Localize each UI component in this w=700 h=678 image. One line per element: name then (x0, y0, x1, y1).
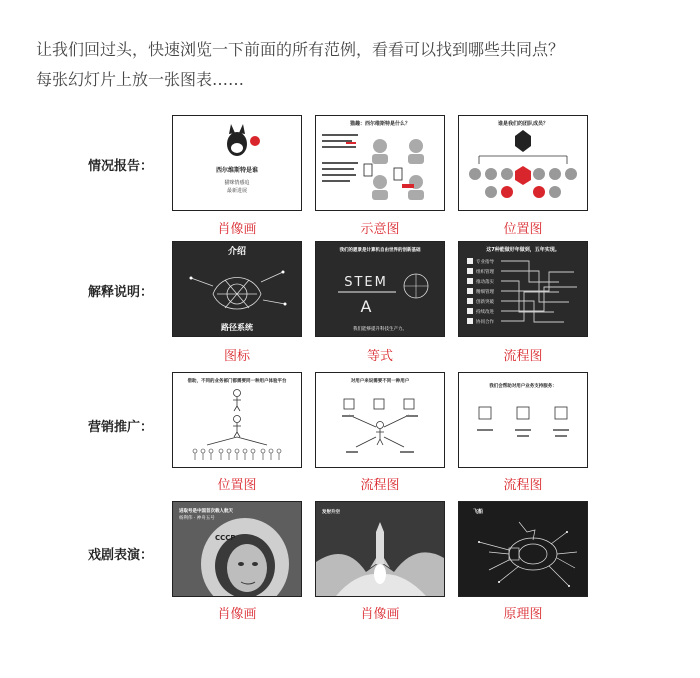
caption-2-2: 等式 (366, 349, 393, 364)
slide-11-title: 发射升空 (322, 510, 340, 515)
slide-5-title: 我们的愿景是计算机自由世界的创新基础 (339, 248, 421, 253)
slide-4-title: 介绍 (227, 247, 247, 257)
slide-portrait-rocket (315, 501, 445, 597)
slide-5-eq-top: STEM (344, 275, 388, 290)
slide-10-cccp: CCCP (215, 534, 236, 542)
slide-schematic-spacecraft (458, 501, 588, 597)
row-label-situation-report: 情况报告： (88, 159, 154, 174)
caption-3-2: 流程图 (360, 478, 400, 493)
slide-3-title: 谁是我们的团队成员？ (497, 121, 549, 127)
slide-flowchart-seven (458, 241, 588, 337)
caption-4-2: 肖像画 (360, 607, 400, 622)
slide-10-sub: 杨利伟 · 神舟五号 (179, 516, 215, 521)
row-label-marketing: 营销推广： (88, 420, 154, 435)
slide-flowchart-support (458, 372, 588, 468)
slide-6-item-5: 创新突破 (476, 300, 494, 305)
intro-line-1: 让我们回过头，快速浏览一下前面的所有范例，看看可以找到哪些共同点？ (36, 40, 565, 59)
caption-4-3: 原理图 (503, 607, 543, 622)
intro-line-2: 每张幻灯片上放一张图表…… (36, 70, 245, 89)
row-label-drama: 戏剧表演： (88, 548, 154, 563)
slide-6-item-1: 专业指导 (476, 260, 494, 265)
slide-6-item-4: 精细管理 (476, 290, 494, 295)
slide-5-footer: 我们能够提升科技生产力。 (353, 327, 407, 332)
caption-1-1: 肖像画 (217, 222, 257, 237)
slide-8-title: 对用户来说需要不同一种用户 (350, 379, 410, 384)
slide-4-sub: 路径系统 (221, 323, 253, 332)
caption-2-3: 流程图 (503, 349, 543, 364)
slide-icon-routes (172, 241, 302, 337)
slide-7-title: 借助，不同的业务部门都需要同一种用户体验平台 (187, 379, 287, 384)
slide-9-title: 我们会帮助对用户业务支持服务： (489, 384, 557, 389)
slide-6-title: 这7种能做好年做到，五年实现。 (486, 247, 560, 253)
slide-12-title: 飞船 (473, 509, 484, 515)
caption-2-1: 图标 (223, 349, 250, 364)
slide-1-title: 西尔维斯特是谁 (215, 167, 259, 174)
slide-1-sub-1: 猫咪情感追 (224, 180, 250, 186)
slide-location-people (172, 372, 302, 468)
slide-schematic (315, 115, 445, 211)
slide-equation-stem (315, 241, 445, 337)
row-label-explanation: 解释说明： (88, 285, 154, 300)
slide-6-item-7: 协同合作 (476, 320, 494, 325)
caption-3-1: 位置图 (217, 478, 257, 493)
caption-1-3: 位置图 (503, 222, 543, 237)
slide-2-title: 猫趣：西尔维斯特是什么？ (349, 121, 411, 127)
slide-1-sub-2: 最新进展 (226, 188, 248, 194)
slide-portrait-astronaut (172, 501, 302, 597)
slide-portrait-sylvester (172, 115, 302, 211)
caption-4-1: 肖像画 (217, 607, 257, 622)
slide-6-item-3: 推动落实 (476, 280, 494, 285)
slide-10-title: 进取号是中国首次载人航天 (179, 509, 233, 514)
slide-location-team (458, 115, 588, 211)
slide-flowchart-users (315, 372, 445, 468)
caption-3-3: 流程图 (503, 478, 543, 493)
intro-text (36, 35, 676, 95)
slide-6-item-6: 持续改进 (476, 310, 494, 315)
slide-6-item-2: 组织管理 (476, 270, 494, 275)
slide-5-eq-bottom: A (360, 297, 372, 316)
caption-1-2: 示意图 (360, 222, 400, 237)
